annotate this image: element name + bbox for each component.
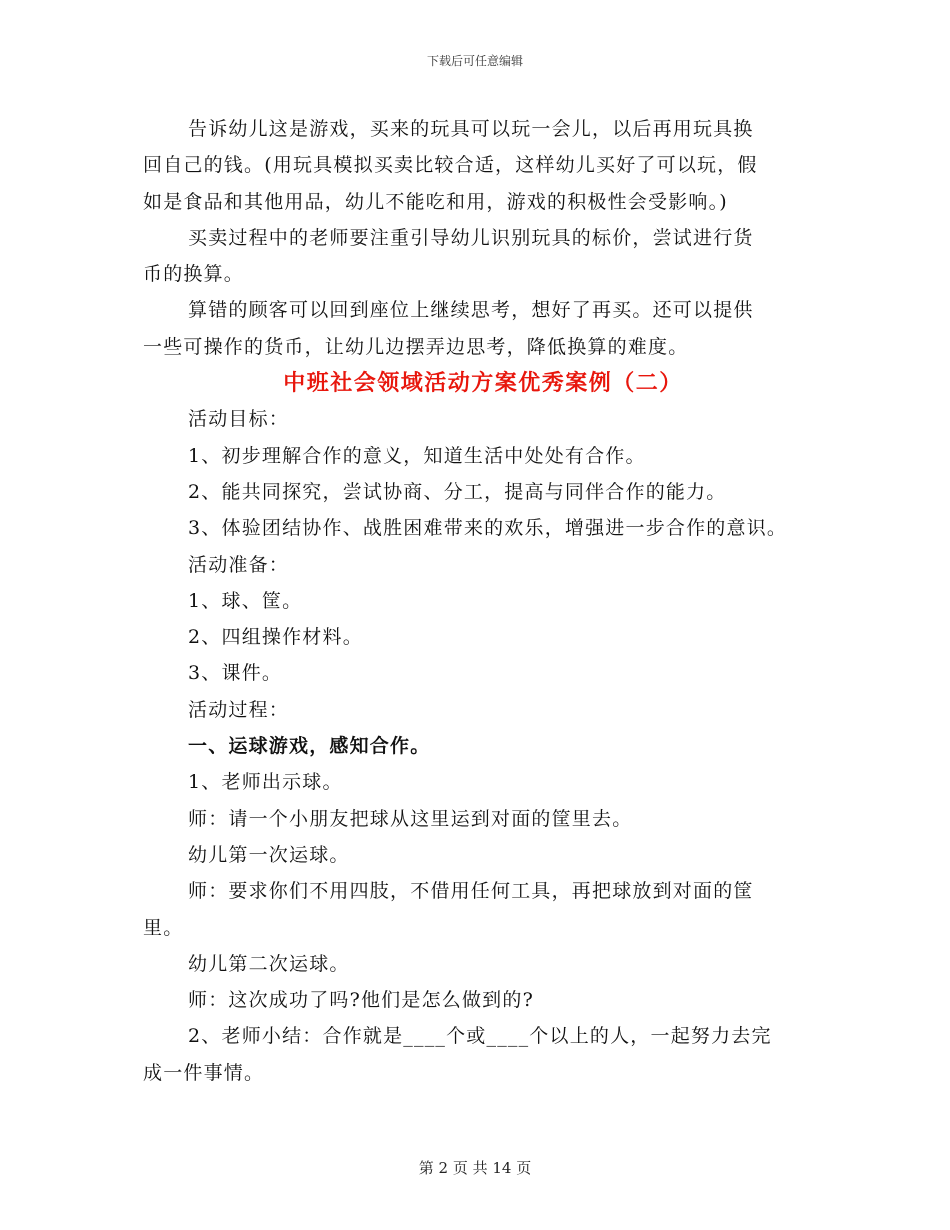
section-heading: 一、运球游戏，感知合作。: [188, 735, 431, 758]
section-title: 中班社会领域活动方案优秀案例（二）: [283, 370, 683, 397]
text-line: 2、能共同探究，尝试协商、分工，提高与同伴合作的能力。: [188, 480, 727, 503]
text-line: 里。: [143, 916, 184, 939]
text-line: 师：这次成功了吗?他们是怎么做到的?: [188, 989, 534, 1012]
text-line: 回自己的钱。(用玩具模拟买卖比较合适，这样幼儿买好了可以玩，假: [143, 154, 758, 177]
text-line: 活动目标：: [188, 408, 290, 431]
text-line: 如是食品和其他用品，幼儿不能吃和用，游戏的积极性会受影响。): [143, 190, 728, 213]
text-line: 活动准备：: [188, 553, 290, 576]
text-line: 活动过程：: [188, 698, 290, 721]
text-line: 告诉幼儿这是游戏，买来的玩具可以玩一会儿，以后再用玩具换: [188, 118, 754, 140]
text-line: 师：请一个小朋友把球从这里运到对面的筐里去。: [188, 807, 633, 830]
text-line: 成一件事情。: [143, 1061, 265, 1084]
text-line: 一些可操作的货币，让幼儿边摆弄边思考，降低换算的难度。: [143, 335, 689, 358]
text-line: 幼儿第二次运球。: [188, 952, 350, 975]
text-line: 师：要求你们不用四肢，不借用任何工具，再把球放到对面的筐: [188, 880, 754, 903]
text-line: 1、球、筐。: [188, 589, 303, 612]
text-line: 1、初步理解合作的意义，知道生活中处处有合作。: [188, 444, 646, 467]
text-line: 算错的顾客可以回到座位上继续思考，想好了再买。还可以提供: [188, 299, 754, 322]
text-line: 1、老师出示球。: [188, 771, 343, 794]
text-line: 3、体验团结协作、战胜困难带来的欢乐，增强进一步合作的意识。: [188, 517, 788, 540]
text-line: 买卖过程中的老师要注重引导幼儿识别玩具的标价，尝试进行货: [188, 226, 754, 249]
text-line: 2、四组操作材料。: [188, 626, 363, 649]
page-header: 下载后可任意编辑: [426, 54, 523, 68]
text-line: 2、老师小结：合作就是____个或____个以上的人，一起努力去完: [188, 1025, 772, 1048]
page-footer: 第 2 页 共 14 页: [418, 1159, 532, 1177]
text-line: 幼儿第一次运球。: [188, 843, 350, 866]
document-body: [143, 111, 823, 1091]
text-line: 币的换算。: [143, 263, 245, 286]
text-line: 3、课件。: [188, 662, 283, 685]
